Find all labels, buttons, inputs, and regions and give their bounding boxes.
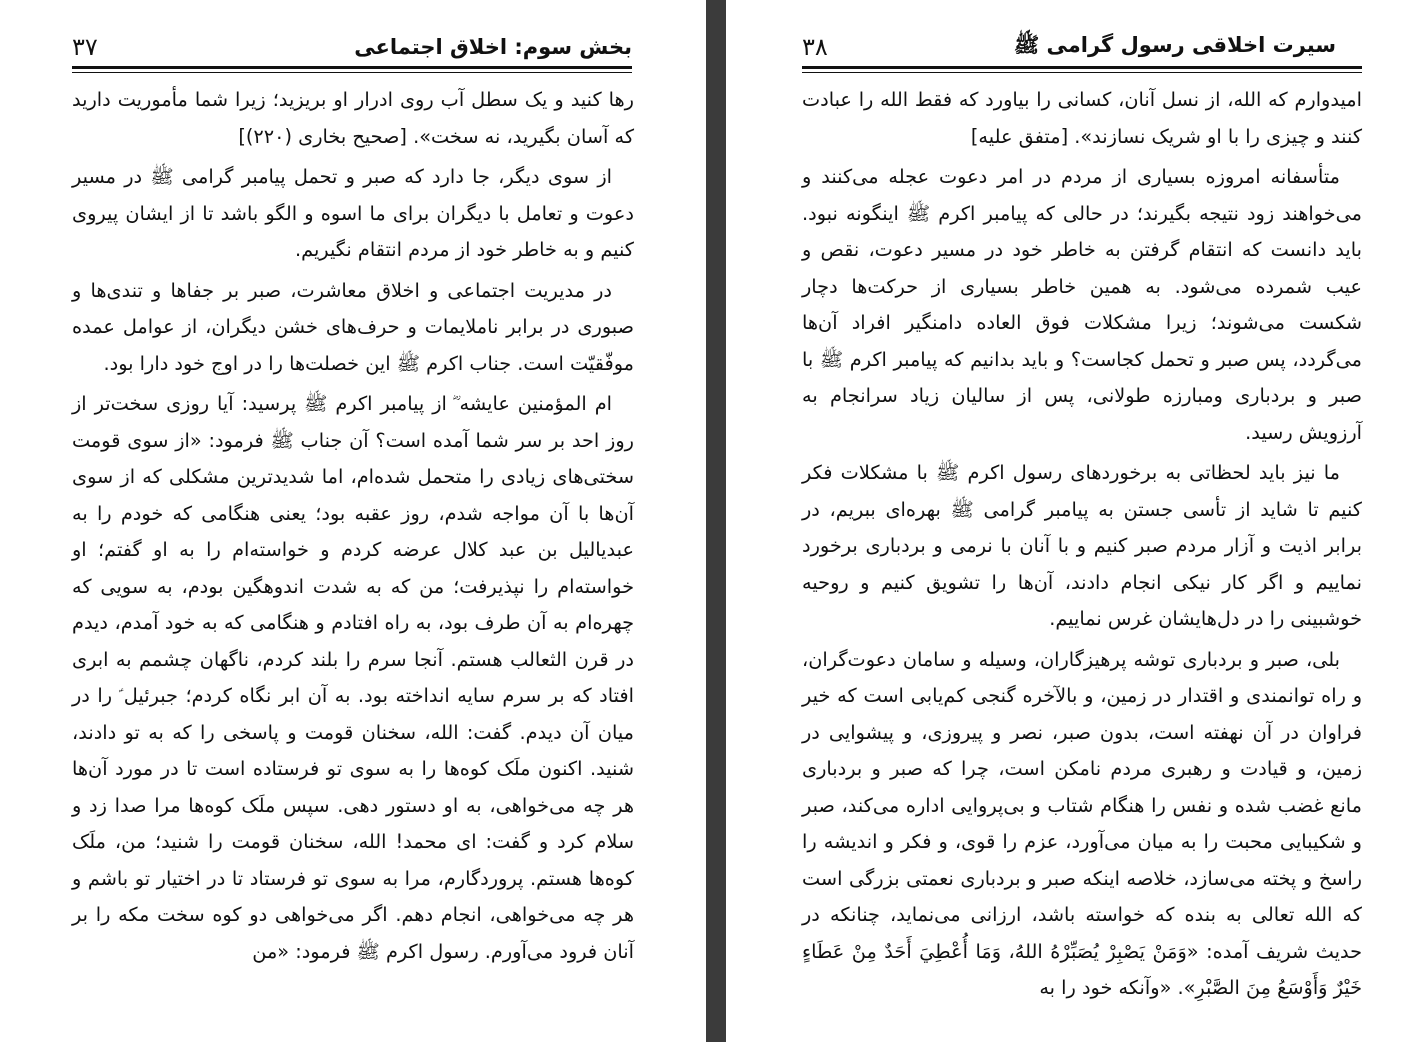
page-number: ۳۷ bbox=[72, 33, 98, 61]
page-body bbox=[802, 82, 1362, 1011]
header-rule-thin bbox=[72, 72, 632, 73]
paragraph: از سوی دیگر، جا دارد که صبر و تحمل پیامبر گرامی ﷺ در مسیر دعوت و تعامل با دیگران برای ما اسوه و الگو باشد تا از ایشان پیروی کنیم و به خاطر خود از مردم انتقام نگیریم. bbox=[72, 165, 634, 261]
paragraph: امیدوارم که الله، از نسل آنان، کسانی را بیاورد که فقط الله را عبادت کنند و چیزی را با او شریک نسازند». [متفق علیه] bbox=[802, 88, 1362, 148]
paragraph: بلی، صبر و بردباری توشه پرهیزگاران، وسیله و سامان دعوت‌گران، و راه توانمندی و اقتدار در زمین، و بالآخره گنجی کم‌یابی است که خیر فراوان در آن نهفته است، بدون صبر، نصر و پیروزی، و پیشوایی در زمین، و قیادت و رهبری مردم نامکن است، چرا که صبر و بردباری مانع غضب شده و نفس را هنگام شتاب و بی‌پروایی اداره می‌کند، صبر و شکیبایی محبت را به میان می‌آورد، عزم را قوی، و فکر و اندیشه را راسخ و پخته می‌سازد، خلاصه اینکه صبر و بردباری نعمتی بزرگی است که الله تعالی به بنده که خواسته باشد، ارزانی می‌نماید، چنانکه در حدیث شریف آمده: «وَمَنْ يَصْبِرْ يُصَبِّرْهُ اللهُ، وَمَا أُعْطِيَ أَحَدٌ مِنْ عَطَاءٍ خَيْرٌ وَأَوْسَعُ مِنَ الصَّبْرِ». «وآنکه خود را به bbox=[802, 647, 1362, 999]
paragraph: در مدیریت اجتماعی و اخلاق معاشرت، صبر بر جفاها و تندی‌ها و صبوری در برابر ناملایمات و حرف‌های خشن دیگران، از عوامل عمده موفّقیّت است. جناب اکرم ﷺ این خصلت‌ها را در اوج خود دارا بود. bbox=[72, 278, 634, 375]
header-rule-thin bbox=[802, 72, 1362, 73]
paragraph: متأسفانه امروزه بسیاری از مردم در امر دعوت عجله می‌کنند و می‌خواهند زود نتیجه بگیرند؛ در حالی که پیامبر اکرم ﷺ اینگونه نبود. باید دانست که انتقام گرفتن به خاطر خود در مسیر دعوت، نقص و عیب شمرده می‌شود. به همین خاطر بسیاری از حرکت‌ها دچار شکست می‌شوند؛ زیرا مشکلات فوق العاده دامنگیر افراد آن‌ها می‌گردد، پس صبر و تحمل کجاست؟ و باید بدانیم که پیامبر اکرم ﷺ با صبر و بردباری ومبارزه طولانی، پس از سالیان زیاد سرانجام به آرزویش رسید. bbox=[802, 165, 1362, 444]
paragraph: رها کنید و یک سطل آب روی ادرار او بریزید؛ زیرا شما مأموریت دارید که آسان بگیرید، نه سخت». [صحیح بخاری (۲۲۰)] bbox=[72, 88, 634, 148]
page-body bbox=[72, 82, 634, 974]
page-header bbox=[72, 30, 632, 64]
left-page bbox=[0, 0, 706, 1042]
running-title: سیرت اخلاقی رسول گرامی ﷺ bbox=[1013, 32, 1336, 57]
paragraph: ام المؤمنین عایشه ؓ از پیامبر اکرم ﷺ پرسید: آیا روزی سخت‌تر از روز احد بر سر شما آمده است؟ آن جناب ﷺ فرمود: «از سوی قومت سختی‌های زیادی را متحمل شده‌ام، اما شدیدترین مشکلی که از سوی آن‌ها با آن مواجه شدم، روز عقبه بود؛ یعنی هنگامی که خودم را به عبدیالیل بن عبد کلال عرضه کردم و خواسته‌ام را به او گفتم؛ او خواسته‌ام را نپذیرفت؛ من که به شدت اندوهگین بودم، به سویی که چهره‌ام به آن طرف بود، به راه افتادم و هنگامی که به خود آمدم، دیدم در قرن الثعالب هستم. آنجا سرم را بلند کردم، ناگهان چشمم به ابری افتاد که بر سرم سایه انداخته بود. به آن ابر نگاه کردم؛ جبرئیل ؑ را در میان آن دیدم. گفت: الله، سخنان قومت و پاسخی را که به تو دادند، شنید. اکنون ملَک کوه‌ها را به سوی تو فرستاده است تا در مورد آن‌ها هر چه می‌خواهی، به او دستور دهی. سپس ملَک کوه‌ها مرا صدا زد و سلام کرد و گفت: ای محمد! الله، سخنان قومت را شنید؛ من، ملَک کوه‌ها هستم. پروردگارم، مرا به سوی تو فرستاد تا در اختیار تو باشم و هر چه می‌خواهی، انجام دهم. اگر می‌خواهی دو کوه سخت مکه را بر آنان فرود می‌آورم. رسول اکرم ﷺ فرمود: «من bbox=[72, 392, 634, 963]
running-title: بخش سوم: اخلاق اجتماعی bbox=[354, 35, 632, 59]
header-rule bbox=[72, 66, 632, 69]
right-page bbox=[726, 0, 1428, 1042]
page-number: ۳۸ bbox=[802, 33, 828, 61]
page-header bbox=[802, 30, 1336, 64]
book-gutter bbox=[706, 0, 726, 1042]
paragraph: ما نیز باید لحظاتی به برخوردهای رسول اکرم ﷺ با مشکلات فکر کنیم تا شاید از تأسی جستن به پیامبر گرامی ﷺ بهره‌ای ببریم، در برابر اذیت و آزار مردم صبر کنیم و با آنان با نرمی و بردباری برخورد نماییم و اگر کار نیکی انجام دادند، آن‌ها را تشویق کنیم و روحیه خوشبینی را در دل‌هایشان غرس نماییم. bbox=[802, 461, 1362, 630]
header-rule bbox=[802, 66, 1362, 69]
